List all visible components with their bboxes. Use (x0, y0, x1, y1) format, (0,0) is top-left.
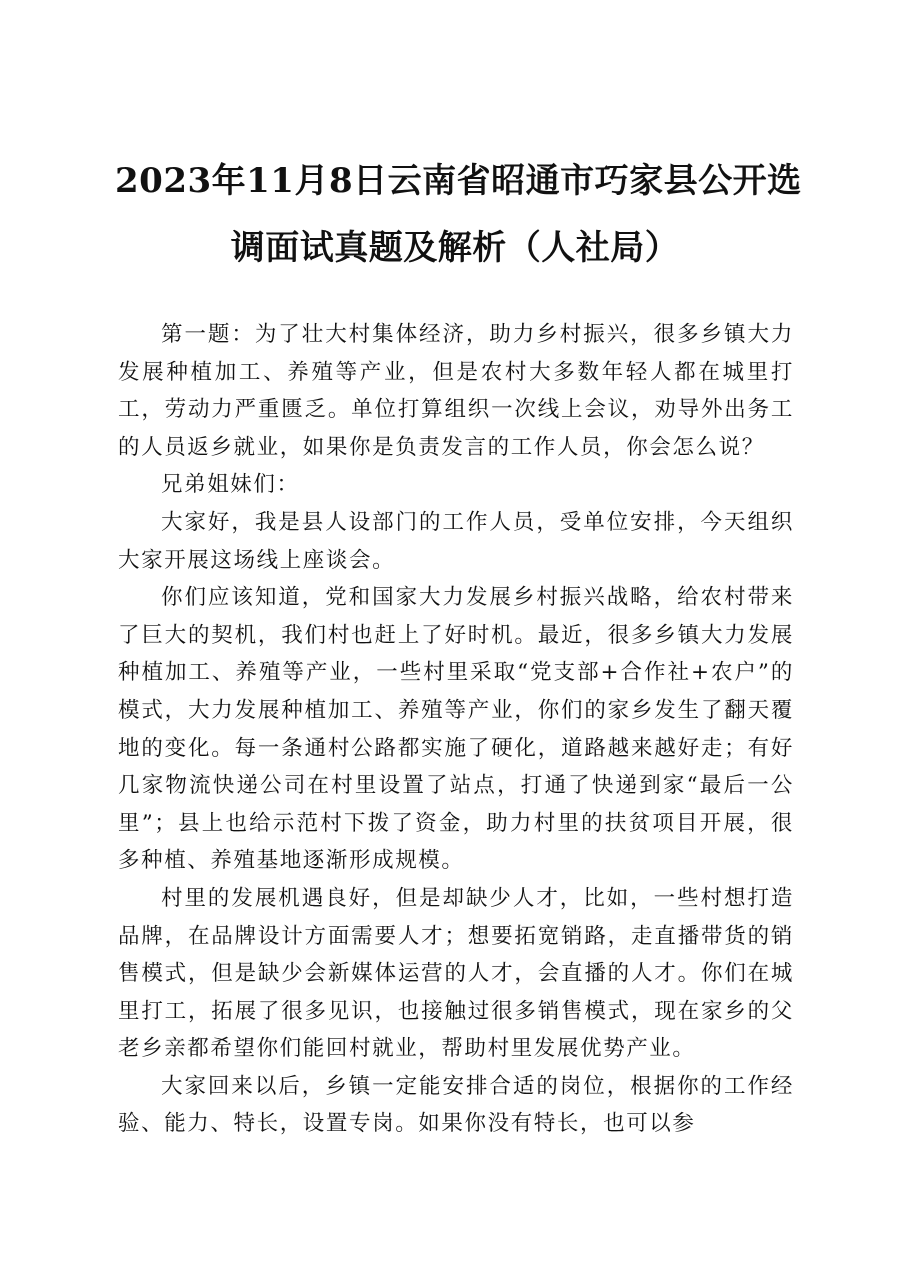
paragraph-greeting: 大家好，我是县人设部门的工作人员，受单位安排，今天组织大家开展这场线上座谈会。 (118, 509, 794, 573)
paragraph-background: 你们应该知道，党和国家大力发展乡村振兴战略，给农村带来了巨大的契机，我们村也赶上了好时机。最近，很多乡镇大力发展种植加工、养殖等产业，一些村里采取“党支部+合作社+农户”的模式，大力发展种植加工、养殖等产业，你们的家乡发生了翻天覆地的变化。每一条通村公路都实施了硬化，道路越来越好走；有好几家物流快递公司在村里设置了站点，打通了快递到家“最后一公里”；县上也给示范村下拨了资金，助力村里的扶贫项目开展，很多种植、养殖基地逐渐形成规模。 (118, 585, 794, 874)
document-body (118, 316, 794, 1143)
paragraph-talent-need: 村里的发展机遇良好，但是却缺少人才，比如，一些村想打造品牌，在品牌设计方面需要人才；想要拓宽销路，走直播带货的销售模式，但是缺少会新媒体运营的人才，会直播的人才。你们在城里打工，拓展了很多见识，也接触过很多销售模式，现在家乡的父老乡亲都希望你们能回村就业，帮助村里发展优势产业。 (118, 885, 794, 1062)
document-title-line-1: 2023年11月8日云南省昭通市巧家县公开选 (115, 161, 802, 201)
paragraph-salutation: 兄弟姐妹们： (161, 472, 300, 498)
document-title-line-2: 调面试真题及解析（人社局） (230, 228, 680, 268)
paragraph-question: 第一题：为了壮大村集体经济，助力乡村振兴，很多乡镇大力发展种植加工、养殖等产业，但是农村大多数年轻人都在城里打工，劳动力严重匮乏。单位打算组织一次线上会议，劝导外出务工的人员返乡就业，如果你是负责发言的工作人员，你会怎么说？ (118, 322, 794, 460)
paragraph-arrangement: 大家回来以后，乡镇一定能安排合适的岗位，根据你的工作经验、能力、特长，设置专岗。如果你没有特长，也可以参 (118, 1073, 794, 1137)
